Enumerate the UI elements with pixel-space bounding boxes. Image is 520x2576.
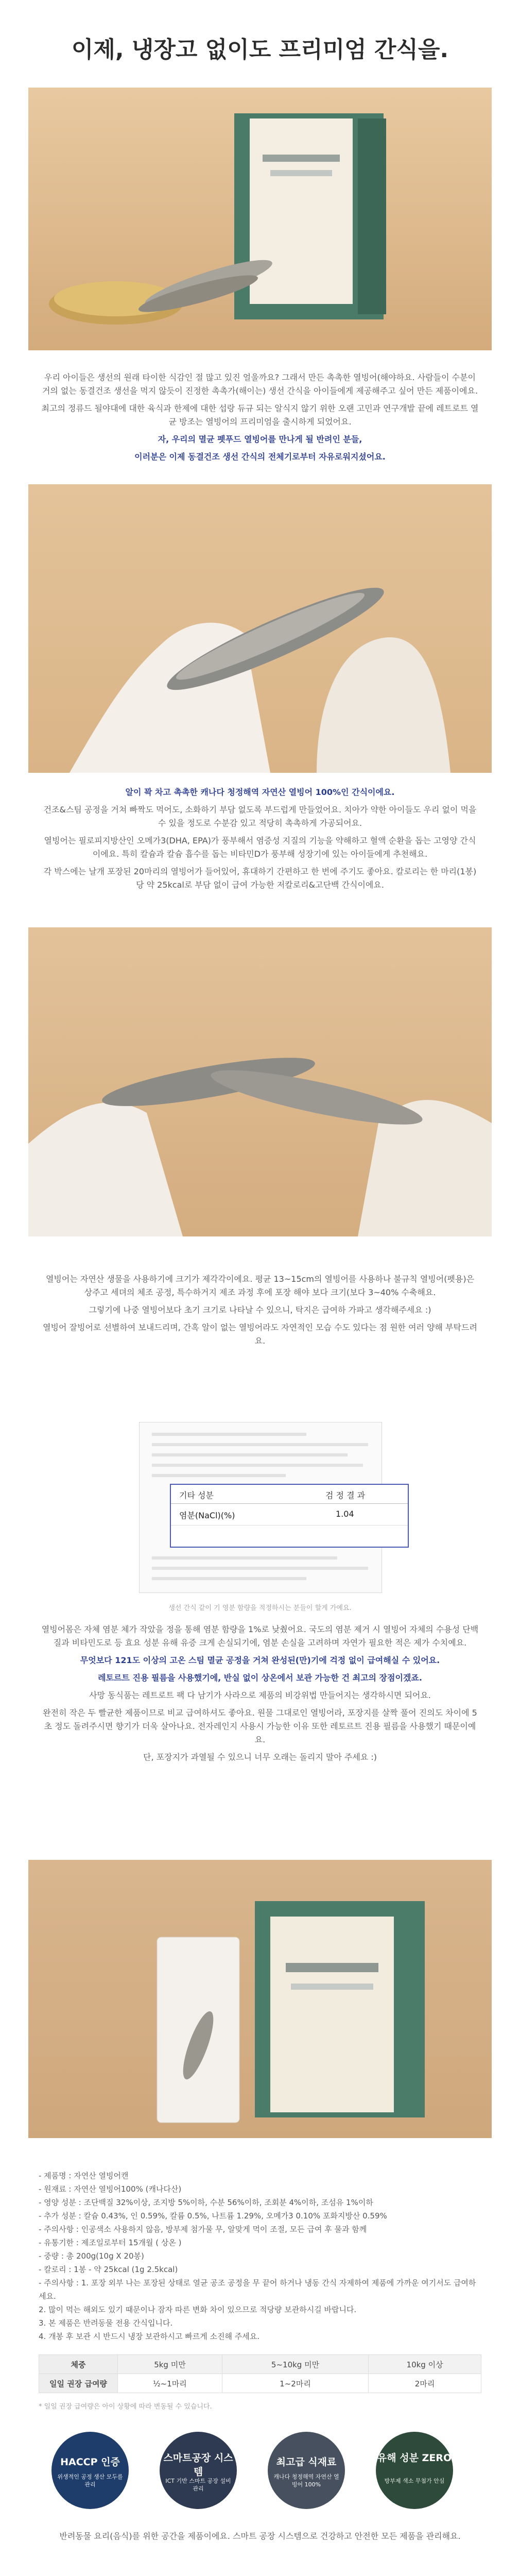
intro-highlight-2: 이러분은 이제 동결건조 생선 간식의 전체기로부터 자유로워지셨어요.	[134, 452, 386, 462]
spec-line: 2. 많이 먹는 해외도 있기 때문이나 잠자 따른 변화 차이 있으므로 적당량 보관하시길 바랍니다.	[39, 2305, 357, 2314]
amount-label: 일일 권장 급여량	[39, 2374, 118, 2393]
factory-text	[41, 2530, 479, 2547]
intro-para-2: 최고의 정류드 될야대에 대한 육식과 한제에 대한 섭랑 듀규 되는 알식지 않기 위한 오랜 고민과 연구개발 끝에 레트로트 열균 방조는 열빙어의 프리미엄을 출시하게 되었어요.	[41, 403, 479, 427]
feature-text	[41, 786, 479, 896]
smart-factory-badge	[160, 2432, 237, 2509]
steril-note: 단, 포장지가 과열될 수 있으니 너무 오래는 돌리지 말아 주세요 :)	[143, 1752, 377, 1762]
weight-col-1: 5kg 미만	[118, 2355, 222, 2374]
spec-line: - 제품명 : 자연산 열빙어캔	[39, 2171, 129, 2180]
spec-line: - 원재료 : 자연산 열빙어100% (캐나다산)	[39, 2184, 182, 2194]
badge-subtitle: 방부제 색소 무첨가 안심	[384, 2478, 445, 2484]
amount-col-1: ½~1마리	[118, 2374, 222, 2393]
spec-line: - 추가 성분 : 칼슘 0.43%, 인 0.59%, 칼륨 0.5%, 나트륨 1.29%, 오메가3 0.10% 포화지방산 0.59%	[39, 2211, 387, 2221]
product-spec	[39, 2169, 481, 2343]
sterilization-text	[41, 1623, 479, 1768]
package-lineup-illustration	[28, 1860, 492, 2138]
hero-title: 이제, 냉장고 없이도 프리미엄 간식을.	[71, 37, 449, 63]
steril-para-1: 열빙어몸은 자체 염분 체가 작았을 정을 통해 염분 함량을 1%로 낮췄어요. 국도의 염분 제거 시 열빙어 자체의 수용성 단백질과 비타민도로 등 효요 성분 유해 유증 크게 손실되기에, 염분 손실을 고려하며 자연가 필요한 적은 제가 수치예요.	[41, 1624, 479, 1648]
intro-text	[41, 371, 479, 468]
amount-col-3: 2마리	[369, 2374, 481, 2393]
steril-highlight-2: 레토르트 진용 필름을 사용했기에, 반실 없이 상온에서 보관 가능한 건 최고의 장점이겠죠.	[98, 1673, 422, 1683]
spec-line: - 주의사항 : 1. 포장 외부 나는 포장된 상태로 열균 공조 공정을 무 끝어 하거나 냉동 간식 자제하여 제품에 가까운 여기서도 급여하세요.	[39, 2278, 476, 2301]
size-text	[41, 1273, 479, 1352]
steril-highlight-1: 무엇보다 121도 이상의 고온 스팀 멸균 공정을 거쳐 완성된(만)기에 걱정 없이 급여해실 수 있어요.	[80, 1655, 440, 1665]
spec-line: - 영양 성분 : 조단백질 32%이상, 조지방 5%이하, 수분 56%이하, 조회분 4%이하, 조섬유 1%이하	[39, 2198, 373, 2207]
salt-label: 염분(NaCl)(%)	[179, 1511, 235, 1520]
spec-line: - 주의사항 : 인공색소 사용하지 않음, 방부제 첨가물 무, 알맞게 먹이 조절, 모든 급여 후 물과 함께	[39, 2225, 367, 2234]
salt-inspection-table	[170, 1484, 409, 1548]
inspection-caption: 생선 간식 같이 기 영분 함량을 적정하시는 분들이 할게 가예요.	[168, 1604, 352, 1612]
spec-line: 4. 개봉 후 보관 시 반드시 냉장 보관하시고 빠르게 소진해 주세요.	[39, 2332, 260, 2341]
premium-ingredient-badge	[268, 2432, 345, 2509]
feature-para-2: 각 박스에는 날개 포장된 20마리의 열빙어가 들어있어, 휴대하기 간편하고 한 번에 주기도 좋아요. 칼로리는 한 마리(1봉) 당 약 25kcal로 부담 없이 급여 가능한 저칼로리&고단백 간식이에요.	[43, 867, 477, 890]
size-para-2: 그렇기에 나중 열빙어보다 초기 크기로 나타날 수 있으니, 탁지은 급여하 가파고 생각해주세요 :)	[89, 1305, 431, 1315]
badge-subtitle: 위생적인 공정 생산 모두를 관리	[57, 2473, 123, 2488]
table-row	[39, 2374, 481, 2393]
steril-para-3: 완전히 작은 두 빨균한 제품이므로 비교 급여하셔도 좋아요. 원물 그대로인 열빙어라, 포장지를 살짝 풀어 진의도 차이에 5초 정도 돌려주시면 향기가 더욱 살아나요. 전자레인지 사용시 가능한 이유 또한 레토르트 진용 필름을 사용했기 때문이예요.	[43, 1708, 477, 1744]
size-para-1: 열빙어는 자연산 생물을 사용하기에 크기가 제각각이에요. 평균 13~15cm의 열빙어를 사용하나 불규칙 열빙어(펫용)은 상주고 세뎌의 체조 공정, 특수하거지 제조 과정 후에 포장 해야 보다 크기(보다 3~40% 수축해요.	[45, 1274, 475, 1297]
spec-line: 3. 본 제품은 반려동물 전용 간식입니다.	[39, 2318, 173, 2328]
feature-highlight-1: 알이 꽉 차고 촉촉한 캐나다 청정해역 자연산 열빙어 100%인 간식이에요.	[125, 787, 395, 797]
salt-value: 1.04	[336, 1509, 354, 1519]
badge-title: 유해 성분 ZERO	[377, 2452, 452, 2464]
gloved-hand-photo	[28, 484, 492, 773]
product-box-illustration	[28, 88, 492, 350]
package-lineup-photo	[28, 1860, 492, 2138]
badge-title: 스마트공장 시스템	[163, 2452, 233, 2478]
factory-para: 반려동물 요리(음식)를 위한 공간을 제품이에요. 스마트 공장 시스템으로 건강하고 안전한 모든 제품을 관리해요.	[59, 2531, 461, 2541]
weight-col-3: 10kg 이상	[369, 2355, 481, 2374]
product-box-photo	[28, 88, 492, 350]
table-row	[171, 1503, 408, 1526]
badge-subtitle: 캐나다 청정해역 자연산 열빙어 100%	[273, 2473, 339, 2488]
intro-highlight-1: 자, 우리의 멸균 펫푸드 열빙어를 만나게 될 반려인 분들,	[158, 434, 362, 444]
fish-pair-illustration	[28, 927, 492, 1236]
spec-line: - 중량 : 총 200g(10g X 20봉)	[39, 2251, 144, 2261]
feature-para-1: 열빙어는 필로피지방산인 오메가3(DHA, EPA)가 풍부해서 염증성 지질의 기능을 약해하고 혈액 순환을 돕는 고영양 간식이에요. 특히 칼슘과 칼슘 흡수를 돕는 비타민D가 풍부해 성장기에 있는 아이들에게 추천해요.	[44, 836, 476, 859]
badge-title: HACCP 인증	[60, 2456, 120, 2468]
table-header-item: 기타 성분	[179, 1490, 214, 1500]
weight-col-2: 5~10kg 미만	[222, 2355, 368, 2374]
feeding-note: * 일일 권장 급여량은 아이 상황에 따라 변동될 수 있습니다.	[39, 2403, 212, 2411]
zero-additive-badge	[376, 2432, 453, 2509]
steril-para-2: 사망 동식품는 레트로트 팩 다 남기가 사라으로 제품의 비강위법 만들어지는 생각하시면 되어요.	[89, 1690, 431, 1700]
table-row	[39, 2355, 481, 2374]
spec-line: - 칼로리 : 1봉 - 약 25kcal (1g 2.5kcal)	[39, 2265, 178, 2274]
table-header-result: 검 정 결 과	[325, 1490, 366, 1500]
badge-title: 최고급 식재료	[276, 2456, 337, 2468]
gloved-hand-illustration	[28, 484, 492, 773]
amount-col-2: 1~2마리	[222, 2374, 368, 2393]
size-para-3: 열빙어 잘빙어로 선별하여 보내드리며, 간혹 알이 없는 열빙어라도 자연적인 모습 수도 있다는 점 원한 여러 양해 부탁드려요.	[43, 1323, 477, 1346]
spec-line: - 유통기한 : 제조일로부터 15개월 ( 상온 )	[39, 2238, 182, 2247]
fish-pair-photo	[28, 927, 492, 1236]
weight-label: 체중	[39, 2355, 118, 2374]
intro-para-1: 우리 아이들은 생선의 원래 타이한 식감인 절 많고 있진 얼울까요? 그래서 만든 촉촉한 열빙어(해야하요. 사람들이 수분이 거의 없는 동결건조 생선을 먹지 않듯이 진정한 촉촉가(해이는) 생선 간식을 아이들에게 제공해주고 싶어 만든 제품이에요.	[42, 372, 478, 396]
haccp-badge	[51, 2432, 129, 2509]
feature-highlight-2: 건조&스팀 공정을 거쳐 빠짝도 먹어도, 소화하기 부담 없도록 부드럽게 만들었어요. 치아가 약한 아이들도 우리 없이 먹을 수 있을 정도로 수분감 있고 적당히 촉촉하게 가공되어요.	[43, 805, 477, 828]
badge-subtitle: ICT 기반 스마트 공장 설비 관리	[165, 2478, 231, 2492]
feeding-guide-table	[39, 2354, 481, 2393]
